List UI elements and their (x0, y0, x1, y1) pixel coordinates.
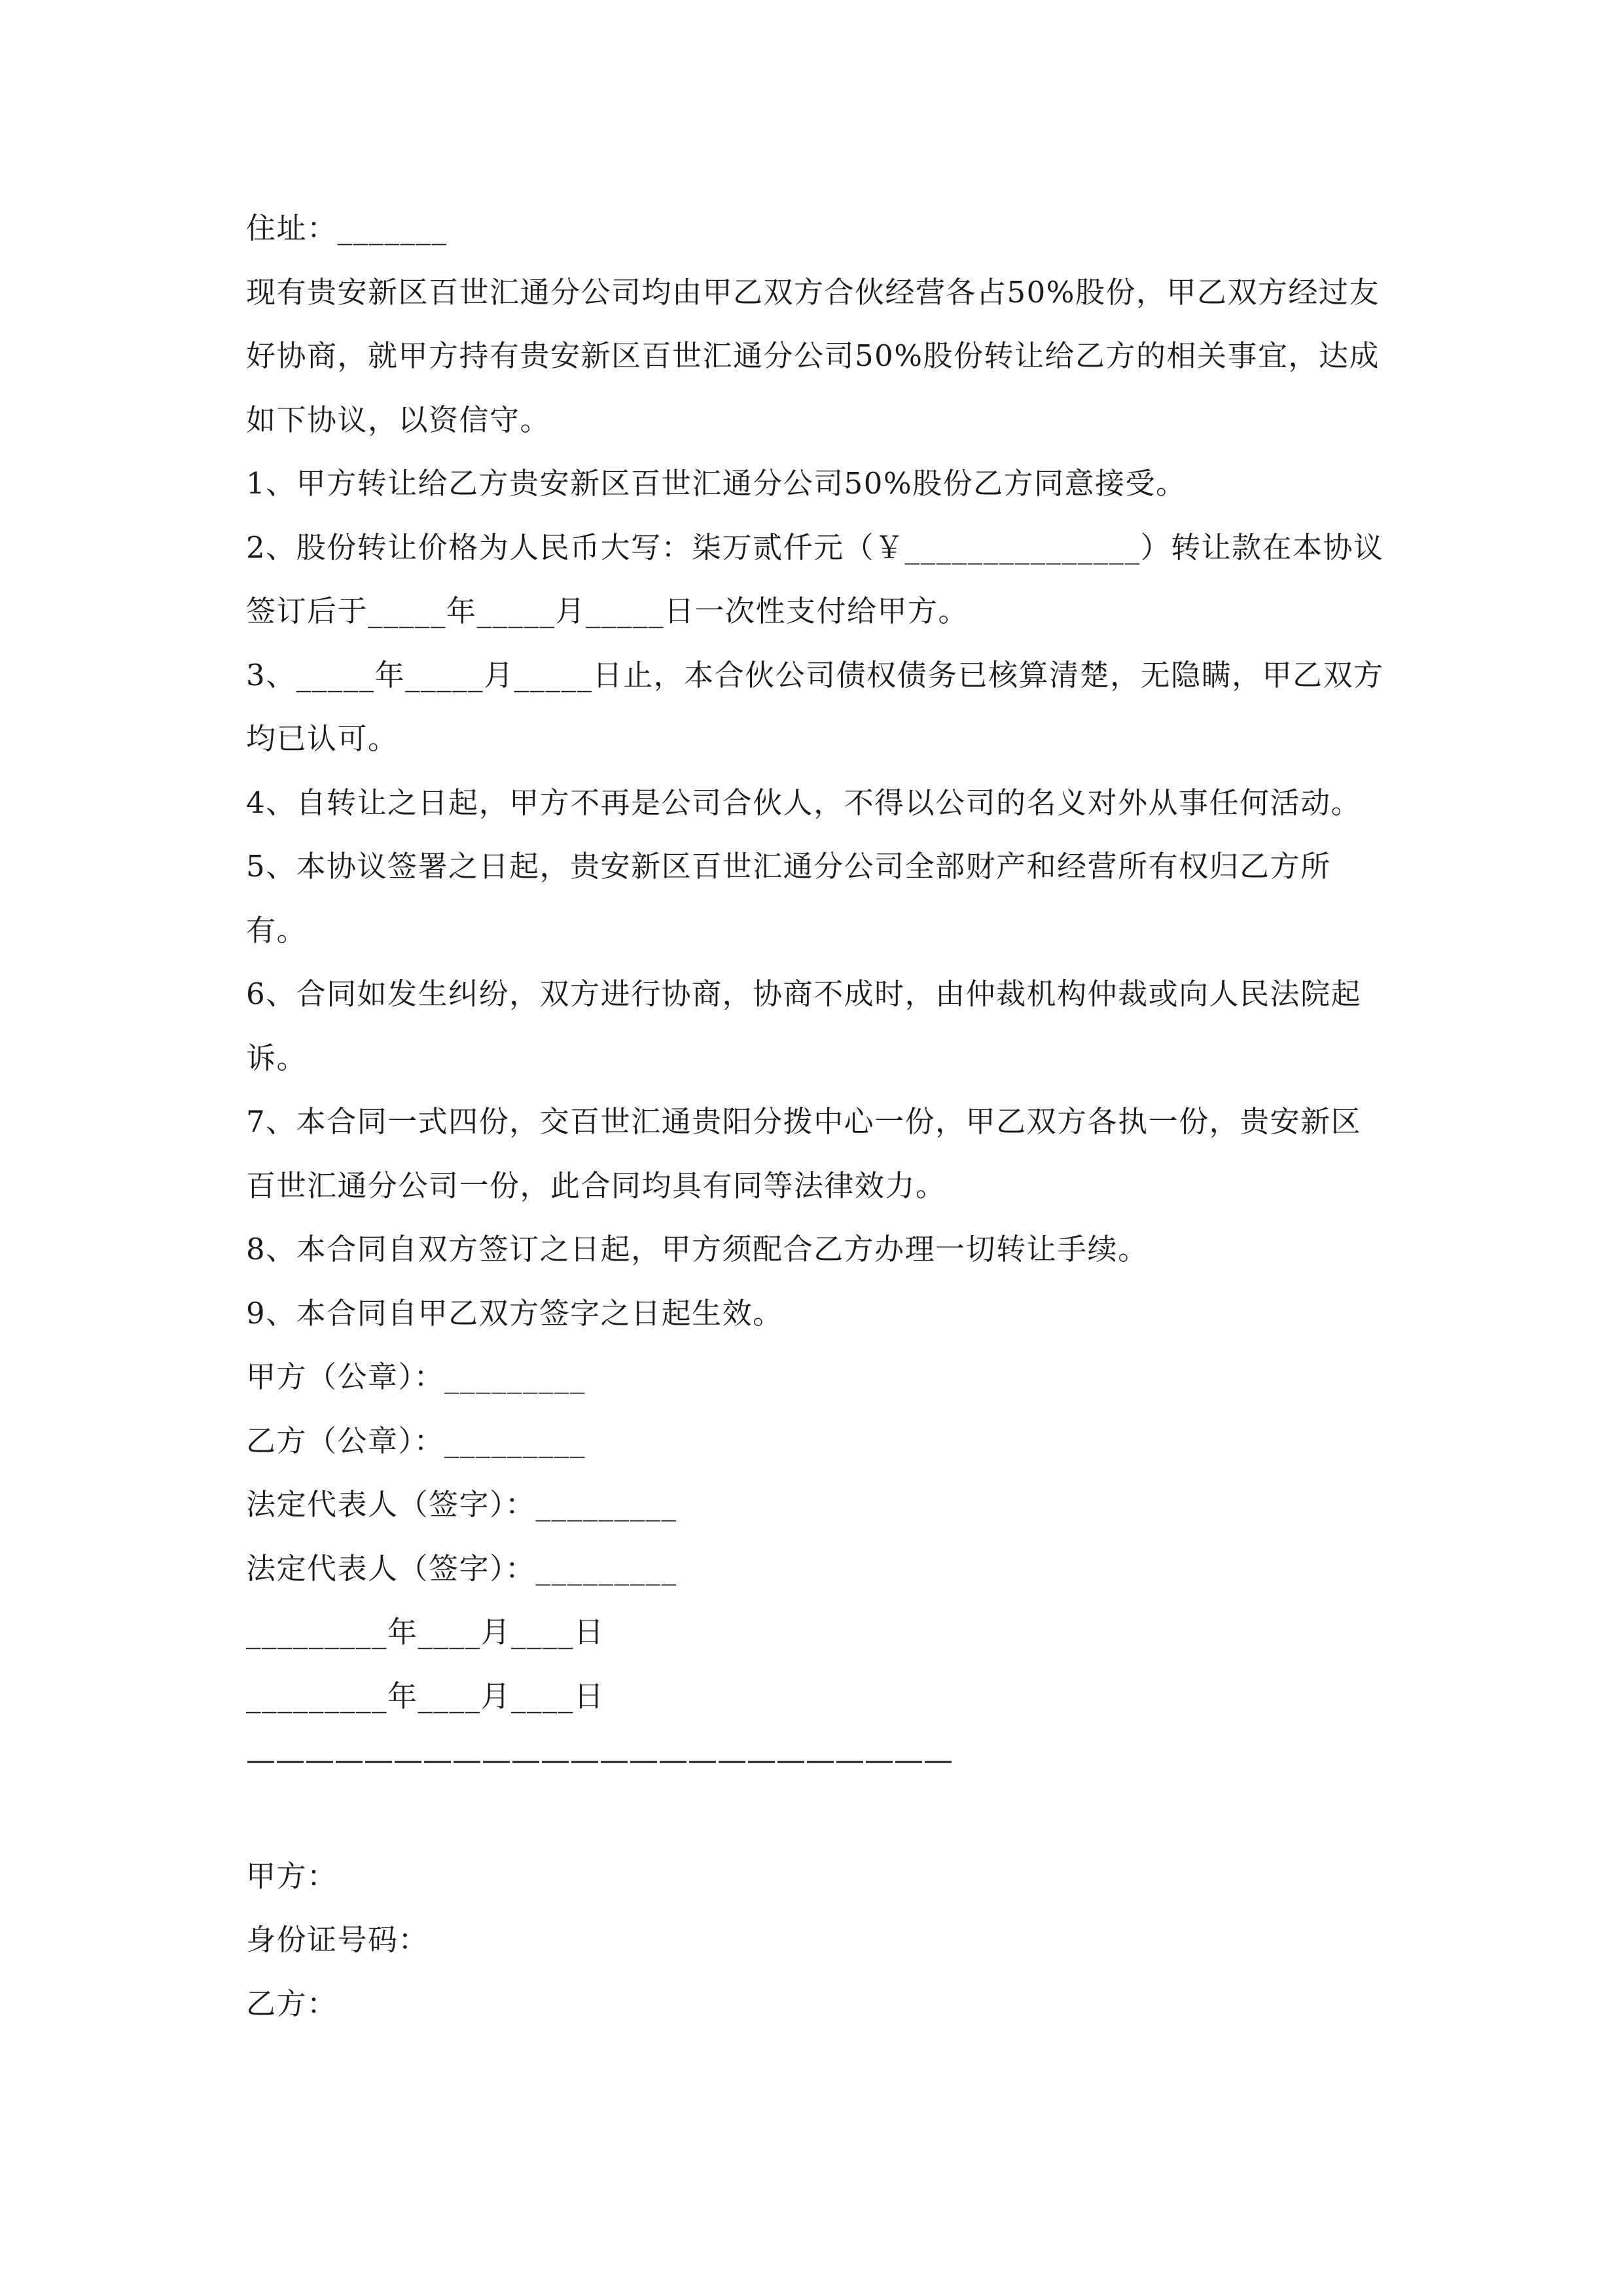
party-b-seal-line: 乙方（公章）：_________ (246, 1423, 586, 1458)
clause-1: 1、甲方转让给乙方贵安新区百世汇通分公司50%股份乙方同意接受。 (246, 466, 1186, 501)
clause-9: 9、本合同自甲乙双方签字之日起生效。 (246, 1295, 783, 1331)
legal-rep-sign-line-1: 法定代表人（签字）：_________ (246, 1487, 677, 1522)
clause-6: 6、合同如发生纠纷，双方进行协商，协商不成时，由仲裁机构仲裁或向人民法院起诉。 (246, 977, 1362, 1075)
document-page (246, 196, 1385, 2036)
address-line: 住址：_______ (246, 211, 448, 245)
clause-8: 8、本合同自双方签订之日起，甲方须配合乙方办理一切转让手续。 (246, 1232, 1149, 1266)
date-line-2: _________年____月____日 (246, 1678, 605, 1713)
footer-id-number: 身份证号码： (246, 1922, 429, 1957)
clause-3: 3、_____年_____月_____日止，本合伙公司债权债务已核算清楚，无隐瞒，甲乙双方均已认可。 (246, 657, 1384, 756)
clause-4: 4、自转让之日起，甲方不再是公司合伙人，不得以公司的名义对外从事任何活动。 (246, 785, 1362, 820)
intro-paragraph: 现有贵安新区百世汇通分公司均由甲乙双方合伙经营各占50%股份，甲乙双方经过友好协商，就甲方持有贵安新区百世汇通分公司50%股份转让给乙方的相关事宜，达成如下协议，以资信守。 (246, 274, 1380, 437)
footer-party-b: 乙方： (246, 1986, 338, 2021)
date-line-1: _________年____月____日 (246, 1615, 605, 1649)
footer-party-a: 甲方： (246, 1858, 338, 1893)
clause-7: 7、本合同一式四份，交百世汇通贵阳分拨中心一份，甲乙双方各执一份，贵安新区百世汇通分公司一份，此合同均具有同等法律效力。 (246, 1104, 1362, 1203)
clause-2: 2、股份转让价格为人民币大写：柒万贰仟元（￥_______________）转让款在本协议签订后于_____年_____月_____日一次性支付给甲方。 (246, 529, 1384, 628)
spacer (246, 1792, 1385, 1844)
legal-rep-sign-line-2: 法定代表人（签字）：_________ (246, 1551, 677, 1586)
party-a-seal-line: 甲方（公章）：_________ (246, 1359, 586, 1394)
section-separator: ———————————————————————— (246, 1742, 953, 1777)
clause-5: 5、本协议签署之日起，贵安新区百世汇通分公司全部财产和经营所有权归乙方所有。 (246, 849, 1331, 948)
